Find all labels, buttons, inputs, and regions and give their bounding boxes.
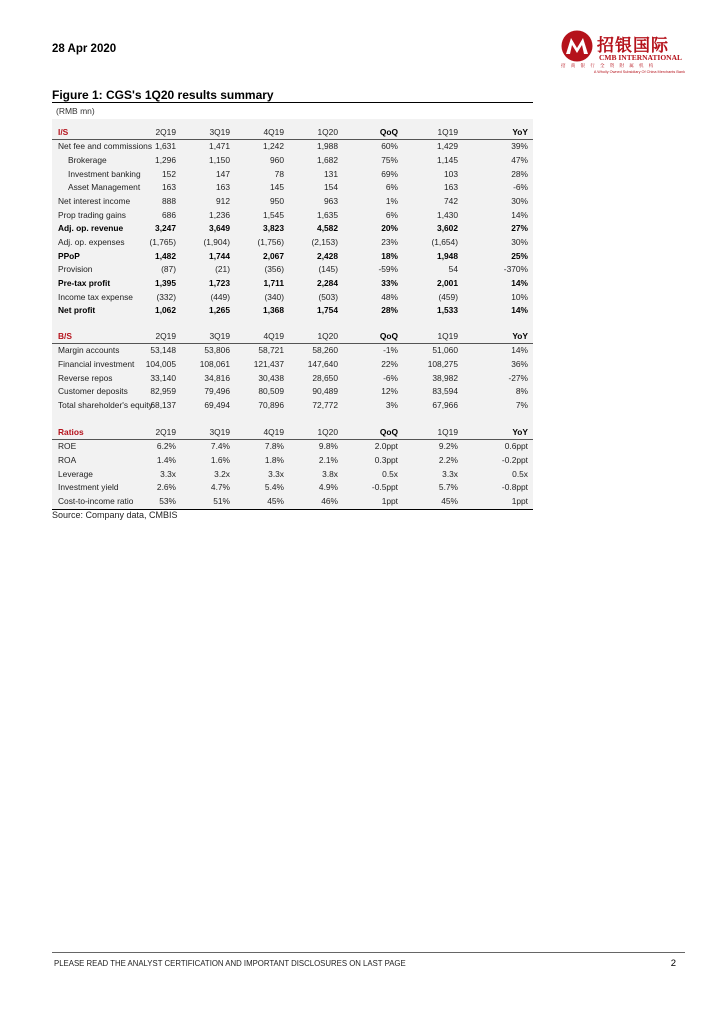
table-cell: 33%: [381, 277, 398, 288]
table-row: [52, 454, 533, 468]
table-cell: 2.0ppt: [374, 441, 398, 452]
table-cell: (1,654): [431, 236, 458, 247]
table-row: [52, 291, 533, 305]
figure-title: Figure 1: CGS's 1Q20 results summary: [52, 88, 274, 102]
row-label: Prop trading gains: [58, 209, 126, 220]
table-cell: 9.2%: [438, 441, 458, 452]
table-cell: 3.3x: [442, 468, 458, 479]
section-header-row: [52, 330, 533, 344]
table-cell: (340): [264, 291, 284, 302]
table-cell: 69,494: [204, 400, 230, 410]
table-cell: 103: [444, 168, 458, 179]
table-cell: 3.3x: [268, 468, 284, 479]
table-cell: 47%: [511, 155, 528, 166]
table-cell: 163: [216, 182, 230, 193]
table-cell: 23%: [381, 236, 398, 247]
table-cell: 28,650: [312, 372, 338, 383]
table-cell: 7%: [515, 400, 528, 410]
table-cell: 121,437: [253, 359, 284, 370]
disclaimer-text: PLEASE READ THE ANALYST CERTIFICATION AND IMPORTANT DISCLOSURES ON LAST PAGE: [54, 959, 406, 968]
row-label: ROE: [58, 441, 77, 452]
row-label: Brokerage: [68, 155, 107, 166]
table-cell: 9.8%: [318, 441, 338, 452]
table-row: [52, 399, 533, 413]
table-cell: (332): [156, 291, 176, 302]
table-cell: (1,765): [149, 236, 176, 247]
column-header: QoQ: [379, 427, 398, 437]
table-cell: 1,062: [155, 305, 176, 316]
column-header: 2Q19: [155, 331, 176, 341]
table-cell: 1,723: [209, 277, 230, 288]
table-row: [52, 209, 533, 223]
column-header: 4Q19: [263, 127, 284, 137]
table-cell: -59%: [378, 264, 398, 275]
table-cell: 1,754: [317, 305, 338, 316]
row-label: Reverse repos: [58, 372, 113, 383]
table-cell: 10%: [511, 291, 528, 302]
table-cell: 5.4%: [264, 482, 284, 493]
table-cell: (21): [215, 264, 230, 275]
column-header: 4Q19: [263, 331, 284, 341]
table-cell: 2.1%: [318, 455, 338, 466]
table-cell: (1,756): [257, 236, 284, 247]
table-row: [52, 495, 533, 509]
table-cell: 8%: [515, 386, 528, 397]
cmbi-logo: [561, 30, 685, 76]
table-cell: 1,744: [209, 250, 230, 261]
table-cell: 152: [162, 168, 176, 179]
column-header: YoY: [512, 331, 528, 341]
table-cell: 960: [270, 155, 284, 166]
table-cell: 79,496: [204, 386, 230, 397]
table-cell: 3,823: [263, 223, 284, 234]
table-cell: 147: [216, 168, 230, 179]
table-cell: (449): [210, 291, 230, 302]
table-cell: 30%: [511, 236, 528, 247]
table-row: [52, 344, 533, 358]
table-cell: 1,265: [209, 305, 230, 316]
column-header: 1Q20: [317, 427, 338, 437]
table-cell: 1,631: [155, 141, 176, 152]
table-cell: (356): [264, 264, 284, 275]
row-label: Net interest income: [58, 196, 131, 206]
table-row: [52, 236, 533, 250]
row-label: PPoP: [58, 250, 80, 261]
table-cell: -0.2ppt: [501, 455, 528, 466]
column-header: 1Q20: [317, 127, 338, 137]
table-row: [52, 181, 533, 195]
table-cell: 34,816: [204, 372, 230, 383]
table-cell: 20%: [381, 223, 398, 234]
table-cell: 1%: [385, 196, 398, 206]
table-cell: 30,438: [258, 372, 284, 383]
page-number: 2: [670, 958, 676, 969]
table-cell: 53,148: [150, 345, 176, 356]
table-cell: 686: [162, 209, 176, 220]
column-header: QoQ: [379, 331, 398, 341]
table-cell: 28%: [381, 305, 398, 316]
table-row: [52, 140, 533, 154]
table-cell: 69%: [381, 168, 398, 179]
table-cell: 33,140: [150, 372, 176, 383]
section-title: B/S: [58, 331, 72, 341]
table-cell: -370%: [503, 264, 528, 275]
column-header: YoY: [512, 127, 528, 137]
table-row: [52, 195, 533, 209]
table-cell: 25%: [511, 250, 528, 261]
row-label: Customer deposits: [58, 386, 128, 397]
table-cell: (503): [318, 291, 338, 302]
source-note: Source: Company data, CMBIS: [52, 510, 178, 520]
table-row: [52, 154, 533, 168]
table-cell: 963: [324, 196, 338, 206]
logo-subtitle: 招 商 银 行 全 资 附 属 机 构: [561, 63, 656, 68]
table-cell: 4.7%: [210, 482, 230, 493]
table-cell: 3,247: [155, 223, 176, 234]
table-cell: 163: [162, 182, 176, 193]
table-cell: 1,296: [155, 155, 176, 166]
table-cell: 1,368: [263, 305, 284, 316]
table-cell: 14%: [511, 305, 528, 316]
table-cell: 1,236: [209, 209, 230, 220]
logo-tagline: A Wholly Owned Subsidiary Of China Merchants Bank: [593, 70, 685, 74]
table-cell: (2,153): [311, 236, 338, 247]
table-cell: 1,395: [155, 277, 176, 288]
table-cell: 154: [324, 182, 338, 193]
table-cell: 0.3ppt: [374, 455, 398, 466]
table-cell: 6%: [385, 209, 398, 220]
table-cell: 0.6ppt: [504, 441, 528, 452]
table-cell: 2,428: [317, 250, 338, 261]
table-cell: 39%: [511, 141, 528, 152]
table-cell: 51%: [213, 496, 230, 506]
table-cell: 3.3x: [160, 468, 176, 479]
table-cell: (87): [161, 264, 176, 275]
table-row: [52, 168, 533, 182]
table-cell: 78: [274, 168, 284, 179]
row-label: Income tax expense: [58, 291, 133, 302]
table-cell: 27%: [511, 223, 528, 234]
table-row: [52, 481, 533, 495]
table-cell: 108,275: [427, 359, 458, 370]
table-cell: 2.6%: [156, 482, 176, 493]
table-cell: 6%: [385, 182, 398, 193]
row-label: Financial investment: [58, 359, 135, 370]
row-label: Adj. op. revenue: [58, 223, 124, 234]
row-label: ROA: [58, 455, 77, 466]
table-cell: 147,640: [307, 359, 338, 370]
table-cell: -0.8ppt: [501, 482, 528, 493]
row-label: Net profit: [58, 305, 96, 316]
row-label: Asset Management: [68, 182, 141, 193]
table-cell: 53%: [159, 496, 176, 506]
table-cell: 14%: [511, 277, 528, 288]
title-rule: [52, 102, 533, 103]
table-cell: 1.8%: [264, 455, 284, 466]
table-row: [52, 385, 533, 399]
table-cell: 1,429: [437, 141, 458, 152]
table-cell: 1,988: [317, 141, 338, 152]
table-row: [52, 250, 533, 264]
table-cell: 145: [270, 182, 284, 193]
table-cell: 2,284: [317, 277, 338, 288]
column-header: 1Q19: [437, 127, 458, 137]
table-cell: 912: [216, 196, 230, 206]
column-header: 3Q19: [209, 127, 230, 137]
table-cell: (1,904): [203, 236, 230, 247]
table-cell: 1,545: [263, 209, 284, 220]
table-cell: 1.4%: [156, 455, 176, 466]
table-cell: 1,150: [209, 155, 230, 166]
section-title: Ratios: [58, 427, 84, 437]
table-cell: 58,260: [312, 345, 338, 356]
table-cell: 14%: [511, 345, 528, 356]
section-header-row: [52, 426, 533, 440]
table-row: [52, 358, 533, 372]
table-cell: 0.5x: [382, 468, 398, 479]
row-label: Total shareholder's equity: [58, 400, 153, 410]
table-cell: 45%: [441, 496, 458, 506]
table-cell: 36%: [511, 359, 528, 370]
table-cell: 2,001: [437, 277, 458, 288]
row-label: Cost-to-income ratio: [58, 496, 134, 506]
table-cell: 3.8x: [322, 468, 338, 479]
table-cell: 6.2%: [156, 441, 176, 452]
table-row: [52, 222, 533, 236]
table-row: [52, 440, 533, 454]
report-date: 28 Apr 2020: [52, 43, 117, 55]
table-cell: 4.9%: [318, 482, 338, 493]
table-cell: 51,060: [432, 345, 458, 356]
table-cell: 67,966: [432, 400, 458, 410]
table-cell: 1.6%: [210, 455, 230, 466]
table-cell: 4,582: [317, 223, 338, 234]
table-cell: 54: [448, 264, 458, 275]
table-cell: 1,533: [437, 305, 458, 316]
column-header: 1Q20: [317, 331, 338, 341]
table-cell: 3%: [385, 400, 398, 410]
table-cell: 70,896: [258, 400, 284, 410]
cmb-logo-icon: [561, 30, 593, 62]
unit-label: (RMB mn): [56, 106, 95, 116]
table-row: [52, 304, 533, 318]
table-cell: 3.2x: [214, 468, 230, 479]
table-cell: 3,649: [209, 223, 230, 234]
row-label: Margin accounts: [58, 345, 120, 356]
table-cell: 1,430: [437, 209, 458, 220]
table-cell: (459): [438, 291, 458, 302]
column-header: 2Q19: [155, 127, 176, 137]
table-cell: 28%: [511, 168, 528, 179]
table-cell: 22%: [381, 359, 398, 370]
table-cell: -1%: [383, 345, 398, 356]
table-cell: 1,145: [437, 155, 458, 166]
column-header: 2Q19: [155, 427, 176, 437]
table-row: [52, 468, 533, 482]
table-cell: 7.4%: [210, 441, 230, 452]
row-label: Pre-tax profit: [58, 277, 111, 288]
table-cell: 48%: [381, 291, 398, 302]
row-label: Provision: [58, 264, 93, 275]
table-cell: -0.5ppt: [371, 482, 398, 493]
table-cell: 108,061: [199, 359, 230, 370]
table-cell: 58,721: [258, 345, 284, 356]
table-cell: 80,509: [258, 386, 284, 397]
column-header: YoY: [512, 427, 528, 437]
table-cell: (145): [318, 264, 338, 275]
table-cell: 14%: [511, 209, 528, 220]
table-cell: 72,772: [312, 400, 338, 410]
row-label: Net fee and commissions: [58, 141, 153, 152]
table-row: [52, 277, 533, 291]
table-cell: 82,959: [150, 386, 176, 397]
column-header: 1Q19: [437, 427, 458, 437]
table-cell: 163: [444, 182, 458, 193]
table-cell: 68,137: [150, 400, 176, 410]
table-cell: 104,005: [145, 359, 176, 370]
logo-chinese-name: 招银国际: [597, 36, 669, 55]
table-row: [52, 263, 533, 277]
table-cell: 1ppt: [381, 496, 398, 506]
table-cell: -6%: [383, 372, 398, 383]
table-cell: 7.8%: [264, 441, 284, 452]
table-cell: 1,471: [209, 141, 230, 152]
table-cell: 18%: [381, 250, 398, 261]
table-cell: 83,594: [432, 386, 458, 397]
table-cell: 2.2%: [438, 455, 458, 466]
table-cell: -27%: [508, 372, 528, 383]
row-label: Investment yield: [58, 482, 119, 493]
table-cell: 75%: [381, 155, 398, 166]
table-cell: 45%: [267, 496, 284, 506]
table-cell: 0.5x: [512, 468, 528, 479]
column-header: 3Q19: [209, 331, 230, 341]
row-label: Investment banking: [68, 168, 141, 179]
table-cell: -6%: [513, 182, 528, 193]
table-cell: 60%: [381, 141, 398, 152]
table-cell: 38,982: [432, 372, 458, 383]
table-cell: 131: [324, 168, 338, 179]
table-cell: 53,806: [204, 345, 230, 356]
table-cell: 1,242: [263, 141, 284, 152]
table-cell: 1,948: [437, 250, 458, 261]
table-row: [52, 372, 533, 386]
table-cell: 2,067: [263, 250, 284, 261]
table-cell: 1,635: [317, 209, 338, 220]
table-cell: 950: [270, 196, 284, 206]
table-cell: 888: [162, 196, 176, 206]
row-label: Leverage: [58, 468, 93, 479]
table-cell: 30%: [511, 196, 528, 206]
table-cell: 1,682: [317, 155, 338, 166]
column-header: 1Q19: [437, 331, 458, 341]
table-cell: 3,602: [437, 223, 458, 234]
row-label: Adj. op. expenses: [58, 236, 125, 247]
table-cell: 1ppt: [511, 496, 528, 506]
logo-english-name: CMB INTERNATIONAL: [599, 53, 682, 62]
table-cell: 46%: [321, 496, 338, 506]
table-cell: 12%: [381, 386, 398, 397]
table-cell: 5.7%: [438, 482, 458, 493]
table-cell: 1,482: [155, 250, 176, 261]
column-header: 3Q19: [209, 427, 230, 437]
column-header: 4Q19: [263, 427, 284, 437]
section-title: I/S: [58, 127, 69, 137]
table-cell: 1,711: [263, 277, 284, 288]
section-header-row: [52, 126, 533, 140]
column-header: QoQ: [379, 127, 398, 137]
table-cell: 90,489: [312, 386, 338, 397]
table-cell: 742: [444, 196, 458, 206]
footer-rule: [52, 952, 685, 953]
